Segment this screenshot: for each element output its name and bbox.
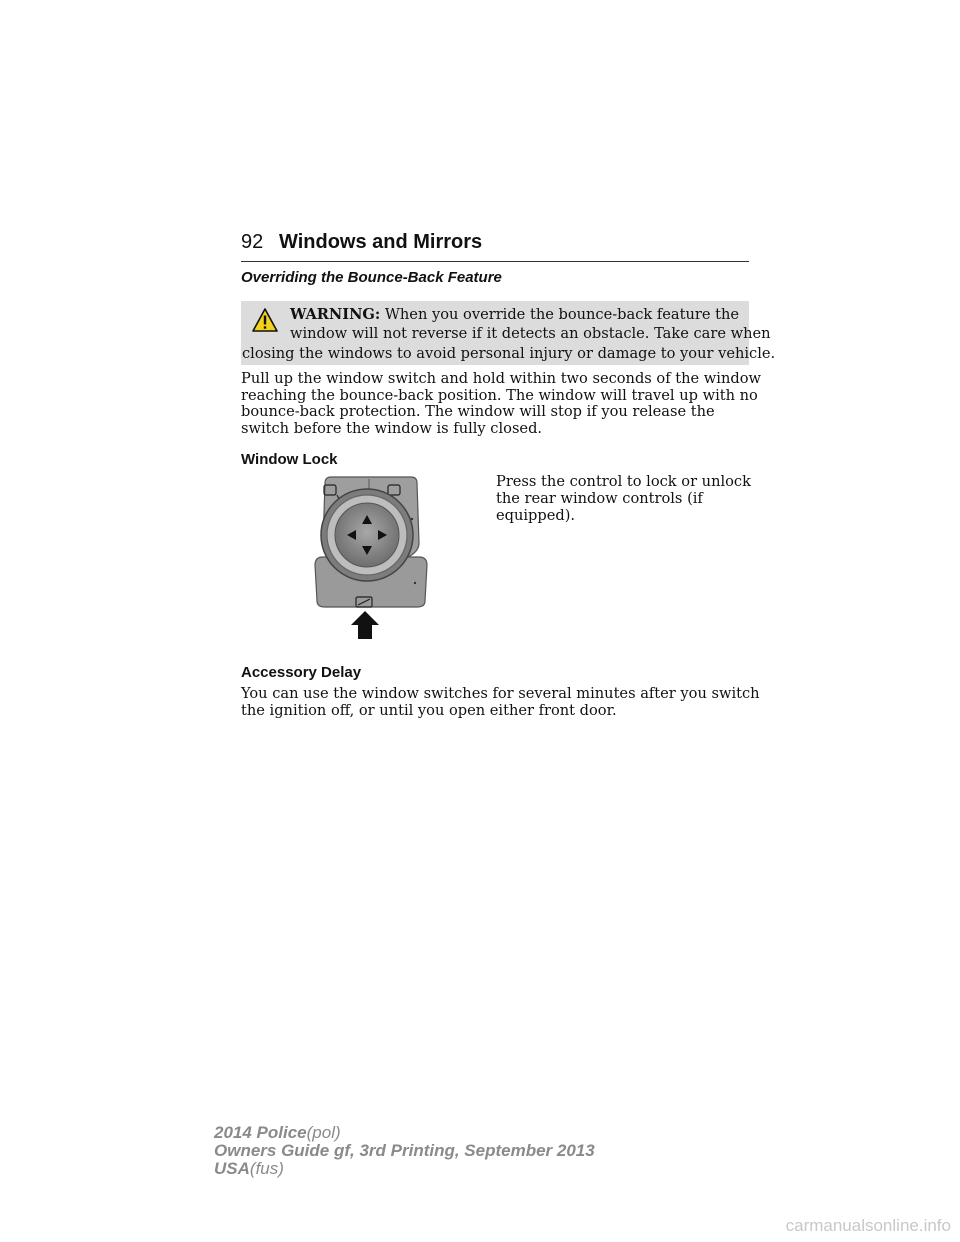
warning-text-1: When you override the bounce-back feature the xyxy=(384,306,740,323)
section-heading-window-lock: Window Lock xyxy=(241,451,338,468)
pointer-arrow-icon xyxy=(351,611,379,639)
mirror-control-switch-illustration xyxy=(311,473,431,639)
page-header xyxy=(241,231,749,262)
footer-vehicle: 2014 Police xyxy=(214,1123,307,1142)
watermark: carmanualsonline.info xyxy=(785,1216,951,1235)
warning-text-3: closing the windows to avoid personal injury or damage to your vehicle. xyxy=(242,345,776,362)
warning-box xyxy=(241,301,776,365)
footer-line-2: Owners Guide gf, 3rd Printing, September 2013 xyxy=(214,1141,595,1160)
accessory-delay-paragraph: You can use the window switches for several minutes after you switch the ignition off, or until you open either front door. xyxy=(241,685,760,719)
footer-region: USA xyxy=(214,1159,250,1178)
warning-label: WARNING: xyxy=(290,306,381,323)
window-lock-caption: Press the control to lock or unlock the rear window controls (if equipped). xyxy=(496,473,751,524)
section-heading-accessory-delay: Accessory Delay xyxy=(241,664,362,681)
section-heading-bounce-back: Overriding the Bounce-Back Feature xyxy=(241,269,502,286)
warning-triangle-icon xyxy=(252,308,278,332)
footer-line-1 xyxy=(214,1123,714,1143)
warning-text-2: window will not reverse if it detects an obstacle. Take care when xyxy=(290,325,771,342)
bounce-back-paragraph: Pull up the window switch and hold within two seconds of the window reaching the bounce-back position. The window will travel up with no bounce-back protection. The window will stop if you release the switch before the window is fully closed. xyxy=(241,370,761,437)
footer-vehicle-code: (pol) xyxy=(306,1123,341,1142)
page-number: 92 xyxy=(241,231,264,253)
footer-region-code: (fus) xyxy=(249,1159,284,1178)
warning-first-line xyxy=(290,306,739,323)
footer-line-3 xyxy=(214,1159,714,1179)
page-title: Windows and Mirrors xyxy=(279,231,483,253)
